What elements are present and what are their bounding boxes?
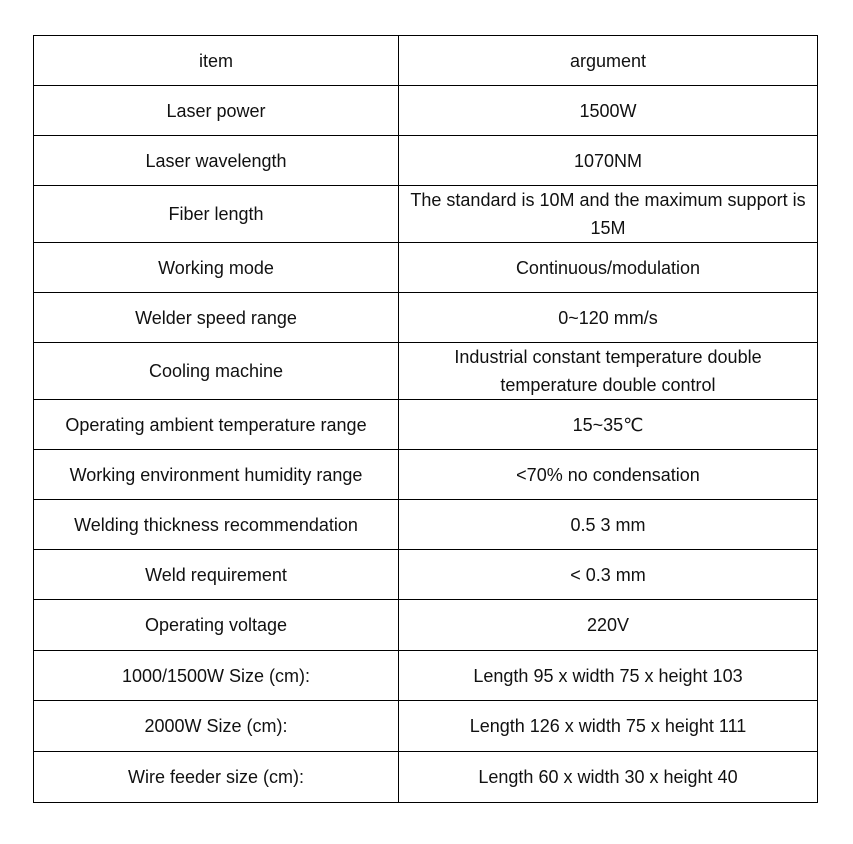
argument-cell: 0~120 mm/s <box>399 293 818 343</box>
item-cell: Fiber length <box>34 186 399 243</box>
argument-cell: Length 126 x width 75 x height 111 <box>399 701 818 752</box>
argument-cell: The standard is 10M and the maximum support is 15M <box>399 186 818 243</box>
table-row <box>34 86 818 136</box>
argument-cell: 1070NM <box>399 136 818 186</box>
table-row <box>34 293 818 343</box>
table-row <box>34 243 818 293</box>
table-header-row <box>34 36 818 86</box>
column-header-item: item <box>34 36 399 86</box>
table-row <box>34 651 818 701</box>
table-row <box>34 343 818 400</box>
item-cell: Wire feeder size (cm): <box>34 752 399 803</box>
argument-cell: 0.5 3 mm <box>399 500 818 550</box>
spec-table <box>33 35 818 803</box>
table-row <box>34 400 818 450</box>
argument-cell: 1500W <box>399 86 818 136</box>
table-row <box>34 600 818 651</box>
item-cell: Working environment humidity range <box>34 450 399 500</box>
item-cell: Cooling machine <box>34 343 399 400</box>
table-row <box>34 701 818 752</box>
argument-cell: Length 60 x width 30 x height 40 <box>399 752 818 803</box>
argument-cell: Industrial constant temperature double temperature double control <box>399 343 818 400</box>
item-cell: Laser wavelength <box>34 136 399 186</box>
item-cell: 2000W Size (cm): <box>34 701 399 752</box>
table-row <box>34 450 818 500</box>
item-cell: 1000/1500W Size (cm): <box>34 651 399 701</box>
argument-cell: <70% no condensation <box>399 450 818 500</box>
table-row <box>34 550 818 600</box>
item-cell: Weld requirement <box>34 550 399 600</box>
table-row <box>34 136 818 186</box>
argument-cell: 220V <box>399 600 818 651</box>
argument-cell: < 0.3 mm <box>399 550 818 600</box>
argument-cell: Length 95 x width 75 x height 103 <box>399 651 818 701</box>
item-cell: Operating ambient temperature range <box>34 400 399 450</box>
item-cell: Laser power <box>34 86 399 136</box>
item-cell: Welder speed range <box>34 293 399 343</box>
item-cell: Operating voltage <box>34 600 399 651</box>
item-cell: Working mode <box>34 243 399 293</box>
table-row <box>34 752 818 803</box>
table-row <box>34 500 818 550</box>
item-cell: Welding thickness recommendation <box>34 500 399 550</box>
column-header-argument: argument <box>399 36 818 86</box>
argument-cell: Continuous/modulation <box>399 243 818 293</box>
table-row <box>34 186 818 243</box>
argument-cell: 15~35℃ <box>399 400 818 450</box>
